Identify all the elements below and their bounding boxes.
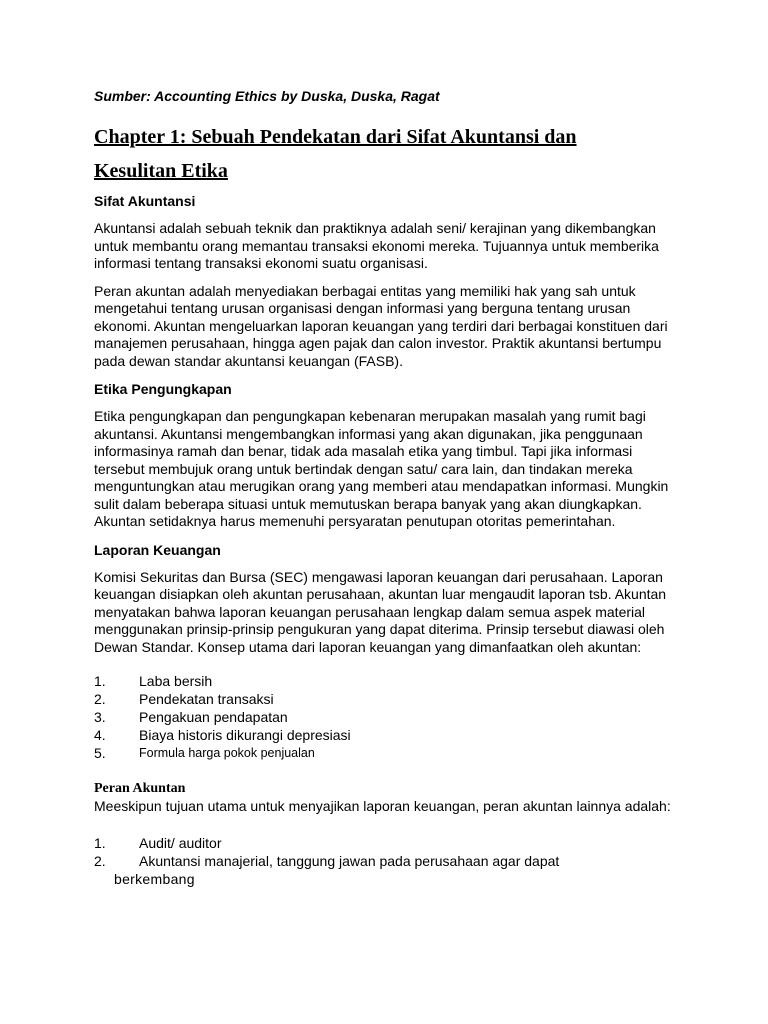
- list-item: [94, 744, 684, 762]
- list-number: 5.: [94, 745, 106, 761]
- list-text: Biaya historis dikurangi depresiasi: [139, 727, 351, 743]
- list-item: [94, 834, 684, 852]
- list-item: [94, 690, 684, 708]
- paragraph: Peran akuntan adalah menyediakan berbagai entitas yang memiliki hak yang sah untuk mengetahui tentang urusan organisasi dengan informasi yang berguna tentang urusan ekonomi. Akuntan mengeluarkan laporan keuangan yang terdiri dari berbagai konstituen dari manajemen perusahaan, hingga agen pajak dan calon investor. Praktik akuntansi bertumpu pada dewan standar akuntansi keuangan (FASB).: [94, 282, 668, 369]
- section-laporan-keuangan: [94, 541, 684, 781]
- list-number: 1.: [94, 834, 106, 851]
- paragraph: Komisi Sekuritas dan Bursa (SEC) mengawasi laporan keuangan dari perusahaan. Laporan keuangan disiapkan oleh akuntan perusahaan, akuntan luar mengaudit laporan tsb. Akuntan menyatakan bahwa laporan keuangan perusahaan lengkap dalam semua aspek material menggunakan prinsip-prinsip pengukuran yang dapat diterima. Prinsip tersebut diawasi oleh Dewan Standar. Konsep utama dari laporan keuangan yang dimanfaatkan oleh akuntan:: [94, 568, 667, 655]
- list-number: 2.: [94, 852, 106, 869]
- list-item: [94, 852, 684, 870]
- list-number: 1.: [94, 673, 106, 689]
- section-sifat-akuntansi: [94, 192, 684, 370]
- chapter-title-line-1: Chapter 1: Sebuah Pendekatan dari Sifat Akuntansi dan: [94, 126, 577, 148]
- section-heading: Peran Akuntan: [94, 781, 186, 796]
- chapter-title: [94, 120, 684, 188]
- list-text: Pendekatan transaksi: [139, 691, 274, 707]
- role-list: [94, 834, 684, 870]
- list-item: [94, 672, 684, 690]
- list-item: [94, 708, 684, 726]
- list-number: 4.: [94, 727, 106, 743]
- paragraph: Akuntansi adalah sebuah teknik dan praktiknya adalah seni/ kerajinan yang dikembangkan untuk membantu orang memantau transaksi ekonomi mereka. Tujuannya untuk memberika informasi tentang transaksi ekonomi suatu organisasi.: [94, 220, 659, 271]
- section-heading: Sifat Akuntansi: [94, 193, 196, 209]
- paragraph: Meeskipun tujuan utama untuk menyajikan laporan keuangan, peran akuntan lainnya adalah:: [94, 798, 671, 814]
- section-heading: Etika Pengungkapan: [94, 381, 232, 397]
- section-etika-pengungkapan: [94, 380, 684, 531]
- list-text: Formula harga pokok penjualan: [139, 746, 315, 760]
- list-number: 2.: [94, 691, 106, 707]
- list-item: [94, 726, 684, 744]
- section-heading: Laporan Keuangan: [94, 541, 221, 558]
- document-page: [94, 86, 684, 889]
- chapter-title-line-2: Kesulitan Etika: [94, 160, 228, 182]
- list-text: Pengakuan pendapatan: [139, 709, 288, 725]
- source-line: Sumber: Accounting Ethics by Duska, Duska, Ragat: [94, 88, 440, 104]
- paragraph: Etika pengungkapan dan pengungkapan kebenaran merupakan masalah yang rumit bagi akuntansi. Akuntansi mengembangkan informasi yang akan digunakan, jika penggunaan informasinya ramah dan benar, tidak ada masalah etika yang timbul. Tapi jika informasi tersebut membujuk orang untuk bertindak dengan satu/ cara lain, dan tindakan mereka menguntungkan atau merugikan orang yang memberi atau mendapatkan informasi. Mungkin sulit dalam beberapa situasi untuk memutuskan berapa banyak yang akan diungkapkan. Akuntan setidaknya harus memenuhi persyaratan penutupan otoritas pemerintahan.: [94, 408, 669, 529]
- section-peran-akuntan: [94, 780, 684, 889]
- list-text: Akuntansi manajerial, tanggung jawan pada perusahaan agar dapat: [139, 852, 560, 869]
- list-text: Audit/ auditor: [139, 834, 222, 851]
- list-number: 3.: [94, 709, 106, 725]
- concept-list: [94, 672, 684, 762]
- list-continuation: berkembang: [114, 870, 195, 887]
- list-text: Laba bersih: [139, 673, 213, 689]
